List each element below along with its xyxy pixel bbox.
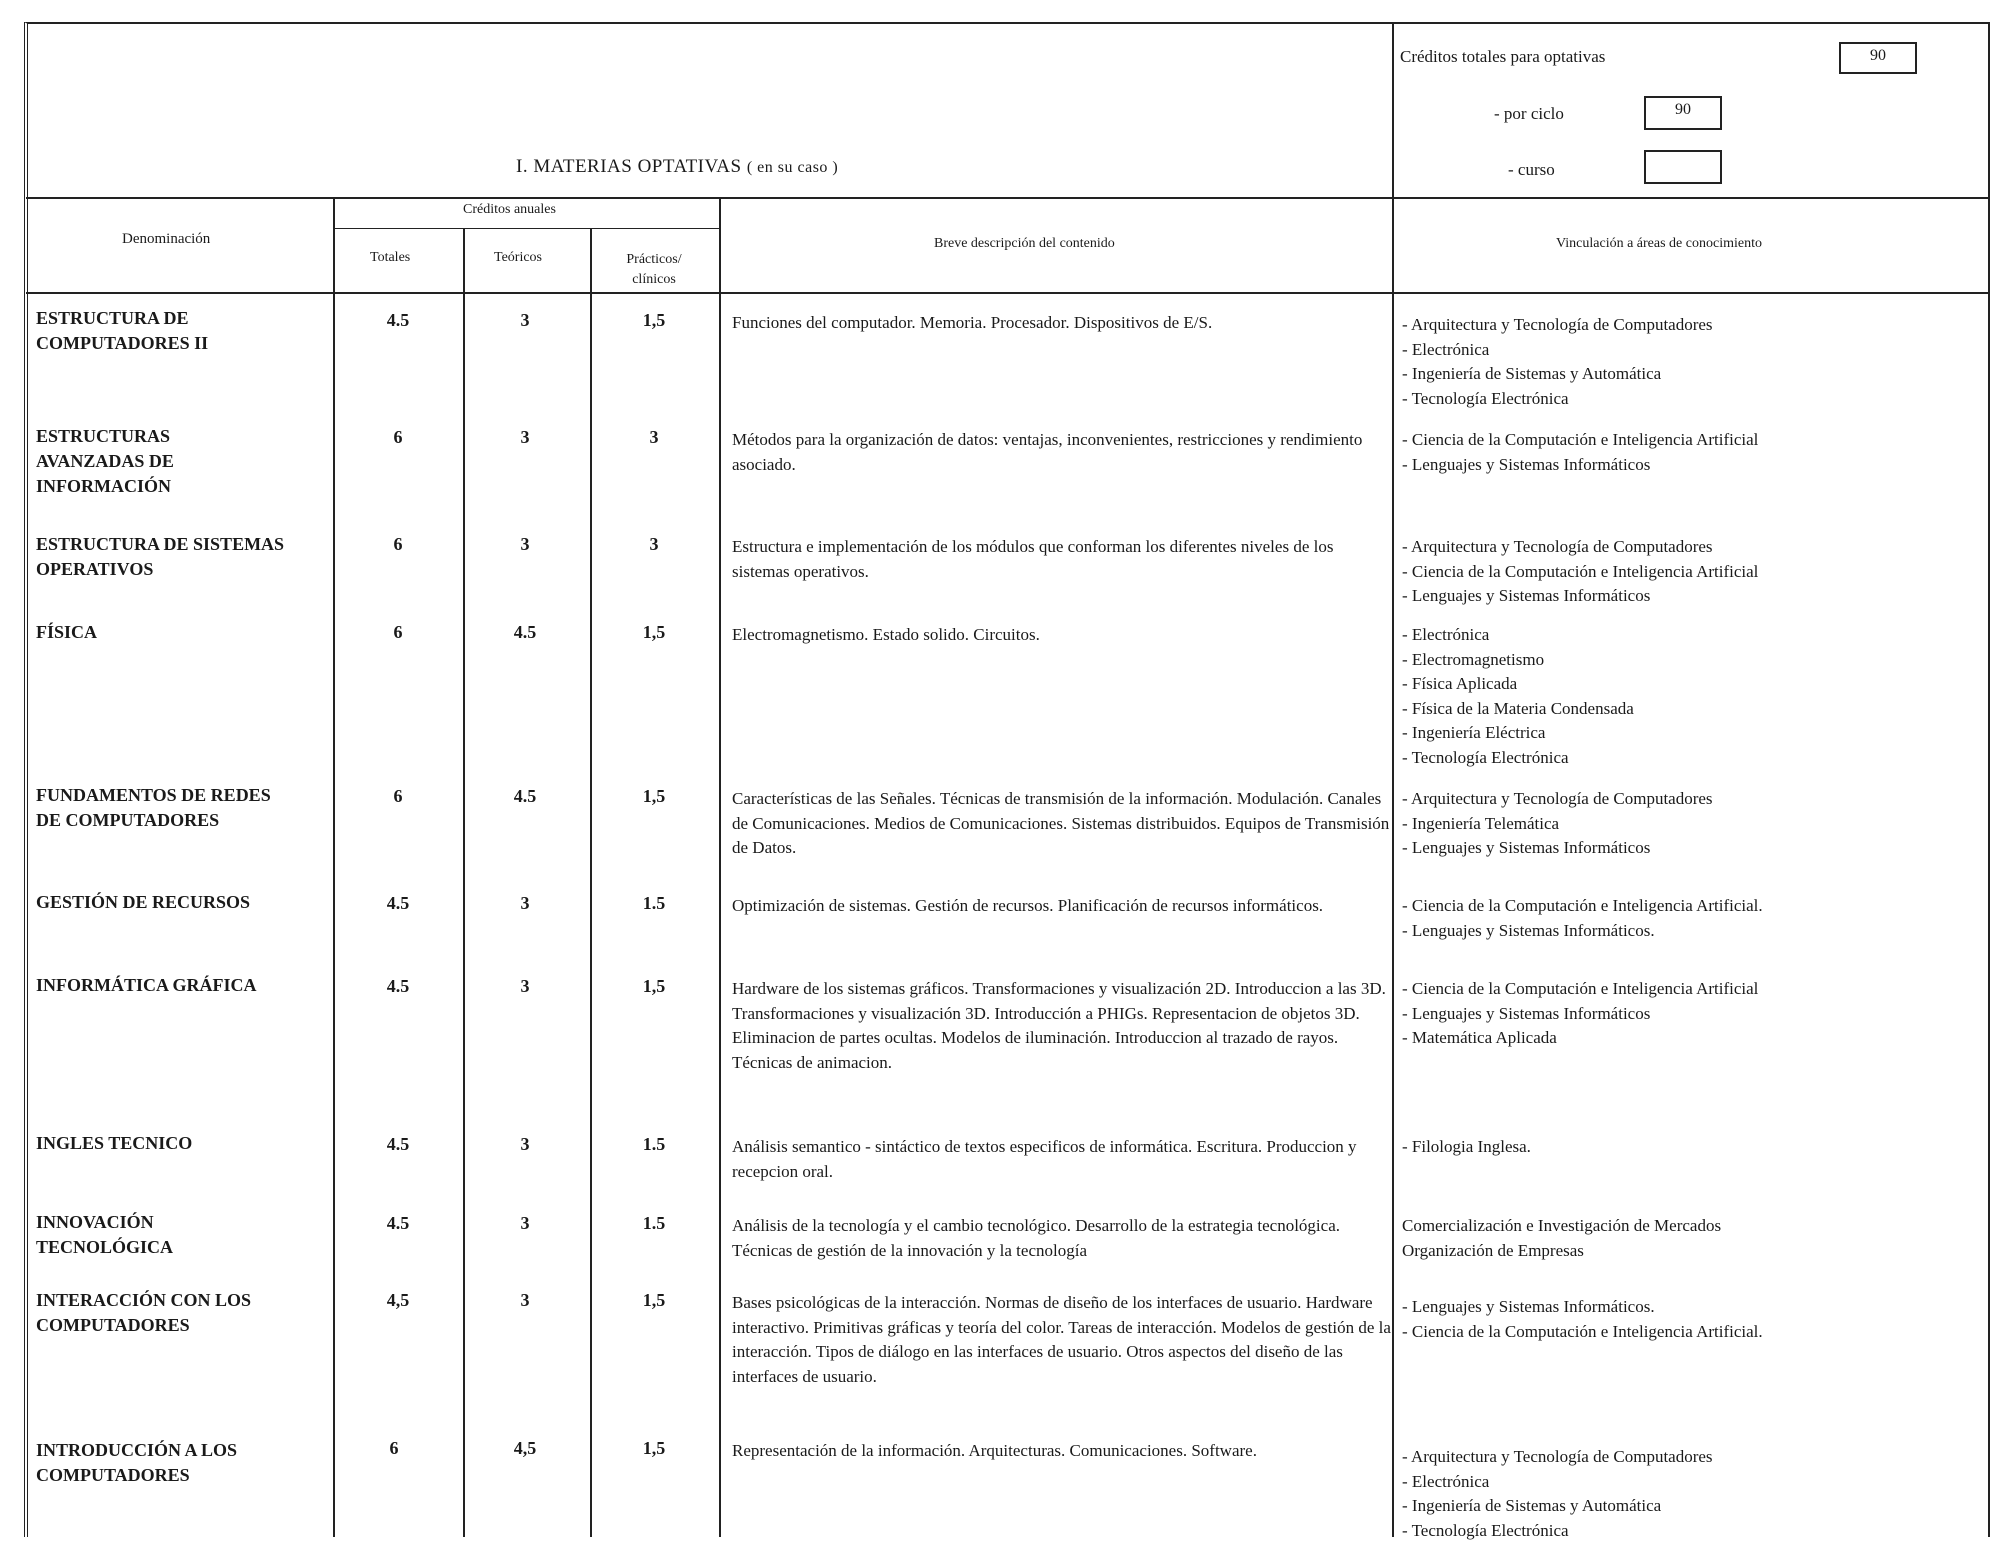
credits-theory: 3	[520, 976, 530, 996]
knowledge-areas: Comercialización e Investigación de Mercados Organización de Empresas	[1402, 1216, 1722, 1260]
subject-name: GESTIÓN DE RECURSOS	[36, 892, 251, 912]
subject-description: Estructura e implementación de los módulos que conforman los diferentes niveles de los sistemas operativos.	[732, 537, 1334, 581]
subject-description: Métodos para la organización de datos: ventajas, inconvenientes, restricciones y rendimiento asociado.	[732, 430, 1363, 474]
col-header-denominacion: Denominación	[122, 231, 211, 247]
subject-description: Análisis semantico - sintáctico de textos especificos de informática. Escritura. Produccion y recepcion oral.	[732, 1137, 1357, 1181]
credits-theory: 3	[520, 1290, 530, 1310]
knowledge-areas: - Arquitectura y Tecnología de Computadores - Ingeniería Telemática - Lenguajes y Sistemas Informáticos	[1402, 789, 1713, 857]
col-divider-teoricos	[590, 228, 592, 1537]
credits-theory: 3	[520, 1134, 530, 1154]
credits-total: 6	[393, 786, 403, 806]
subject-description: Características de las Señales. Técnicas de transmisión de la información. Modulación. Canales de Comunicaciones. Medios de Comunicaciones. Sistemas distribuidos. Equipos de Transmisión de Datos.	[732, 789, 1390, 857]
col-divider-desc	[1392, 22, 1394, 1537]
header-divider	[26, 197, 1990, 199]
per-cycle-value: 90	[1644, 96, 1722, 130]
col-header-creditos: Créditos anuales	[463, 202, 556, 217]
knowledge-areas: - Lenguajes y Sistemas Informáticos. - Ciencia de la Computación e Inteligencia Artificial.	[1402, 1297, 1763, 1341]
subject-name: FÍSICA	[36, 622, 98, 642]
credits-total: 6	[393, 622, 403, 642]
knowledge-areas: - Arquitectura y Tecnología de Computadores - Ciencia de la Computación e Inteligencia Artificial - Lenguajes y Sistemas Informáticos	[1402, 537, 1759, 605]
subject-name: ESTRUCTURA DE COMPUTADORES II	[36, 308, 209, 353]
credits-total: 4.5	[386, 1213, 410, 1233]
col-divider-name	[333, 197, 335, 1537]
credits-total: 6	[393, 427, 403, 447]
credits-total-value: 90	[1839, 42, 1917, 74]
course-value	[1644, 150, 1722, 184]
col-divider-practicos	[719, 197, 721, 1537]
credits-theory: 3	[520, 310, 530, 330]
credits-total: 6	[393, 534, 403, 554]
subject-description: Funciones del computador. Memoria. Procesador. Dispositivos de E/S.	[732, 313, 1213, 332]
credits-total-label: Créditos totales para optativas	[1400, 47, 1606, 66]
credits-theory: 4.5	[513, 622, 537, 642]
subject-description: Análisis de la tecnología y el cambio tecnológico. Desarrollo de la estrategia tecnológica. Técnicas de gestión de la innovación y la tecnología	[732, 1216, 1340, 1260]
credits-practice: 1,5	[642, 786, 666, 806]
subject-description: Bases psicológicas de la interacción. Normas de diseño de los interfaces de usuario. Hardware interactivo. Primitivas gráficas y teoría del color. Tareas de interacción. Modelos de gestión de la interacción. Tipos de diálogo en las interfaces de usuario. Otros aspectos del diseño de las interfaces de usuario.	[732, 1293, 1391, 1386]
subject-name: FUNDAMENTOS DE REDES DE COMPUTADORES	[36, 785, 271, 830]
credits-total: 6	[389, 1438, 399, 1458]
credits-total: 4,5	[386, 1290, 410, 1310]
col-header-totales: Totales	[370, 250, 411, 265]
col-header-descripcion: Breve descripción del contenido	[934, 236, 1115, 251]
page-title: I. MATERIAS OPTATIVAS ( en su caso )	[516, 156, 839, 177]
credits-practice: 1,5	[642, 1290, 666, 1310]
subject-name: INGLES TECNICO	[36, 1133, 193, 1153]
subject-description: Electromagnetismo. Estado solido. Circuitos.	[732, 625, 1040, 644]
credits-subheader-divider	[333, 228, 719, 229]
credits-practice: 1.5	[642, 1213, 666, 1233]
credits-practice: 1,5	[642, 622, 666, 642]
credits-practice: 1,5	[642, 310, 666, 330]
credits-practice: 1,5	[642, 976, 666, 996]
knowledge-areas: - Arquitectura y Tecnología de Computadores - Electrónica - Ingeniería de Sistemas y Automática - Tecnología Electrónica	[1402, 1447, 1713, 1540]
subject-name: ESTRUCTURA DE SISTEMAS OPERATIVOS	[36, 534, 285, 579]
col-header-teoricos: Teóricos	[494, 250, 543, 265]
credits-theory: 3	[520, 893, 530, 913]
subject-name: ESTRUCTURAS AVANZADAS DE INFORMACIÓN	[36, 426, 174, 496]
credits-practice: 1.5	[642, 1134, 666, 1154]
subject-description: Hardware de los sistemas gráficos. Transformaciones y visualización 2D. Introduccion a las 3D. Transformaciones y visualización 3D. Introducción a PHIGs. Representacion de objetos 3D. Eliminacion de partes ocultas. Modelos de iluminación. Introduccion al trazado de rayos. Técnicas de animacion.	[732, 979, 1386, 1072]
subject-description: Representación de la información. Arquitecturas. Comunicaciones. Software.	[732, 1441, 1257, 1460]
knowledge-areas: - Arquitectura y Tecnología de Computadores - Electrónica - Ingeniería de Sistemas y Automática - Tecnología Electrónica	[1402, 315, 1713, 408]
subject-name: INTRODUCCIÓN A LOS COMPUTADORES	[36, 1440, 238, 1485]
credits-theory: 3	[520, 1213, 530, 1233]
col-divider-totales	[463, 228, 465, 1537]
col-header-vinculacion: Vinculación a áreas de conocimiento	[1556, 236, 1762, 251]
credits-theory: 3	[520, 534, 530, 554]
credits-total: 4.5	[386, 1134, 410, 1154]
knowledge-areas: - Ciencia de la Computación e Inteligencia Artificial - Lenguajes y Sistemas Informáticos	[1402, 430, 1759, 474]
credits-practice: 3	[649, 427, 659, 447]
credits-practice: 3	[649, 534, 659, 554]
subject-name: INFORMÁTICA GRÁFICA	[36, 975, 257, 995]
subject-name: INTERACCIÓN CON LOS COMPUTADORES	[36, 1290, 252, 1335]
credits-total: 4.5	[386, 893, 410, 913]
knowledge-areas: - Electrónica - Electromagnetismo - Física Aplicada - Física de la Materia Condensada - Ingeniería Eléctrica - Tecnología Electrónica	[1402, 625, 1634, 767]
knowledge-areas: - Ciencia de la Computación e Inteligencia Artificial. - Lenguajes y Sistemas Informáticos.	[1402, 896, 1763, 940]
knowledge-areas: - Ciencia de la Computación e Inteligencia Artificial - Lenguajes y Sistemas Informáticos - Matemática Aplicada	[1402, 979, 1759, 1047]
credits-theory: 4.5	[513, 786, 537, 806]
subject-description: Optimización de sistemas. Gestión de recursos. Planificación de recursos informáticos.	[732, 896, 1324, 915]
credits-total: 4.5	[386, 976, 410, 996]
subject-name: INNOVACIÓN TECNOLÓGICA	[36, 1212, 174, 1257]
credits-total: 4.5	[386, 310, 410, 330]
knowledge-areas: - Filologia Inglesa.	[1402, 1137, 1531, 1156]
credits-theory: 4,5	[513, 1438, 537, 1458]
credits-practice: 1.5	[642, 893, 666, 913]
per-cycle-label: - por ciclo	[1494, 104, 1564, 123]
credits-practice: 1,5	[642, 1438, 666, 1458]
col-header-practicos: Prácticos/ clínicos	[626, 252, 682, 287]
credits-theory: 3	[520, 427, 530, 447]
course-label: - curso	[1508, 160, 1555, 179]
column-header-divider	[26, 292, 1990, 294]
